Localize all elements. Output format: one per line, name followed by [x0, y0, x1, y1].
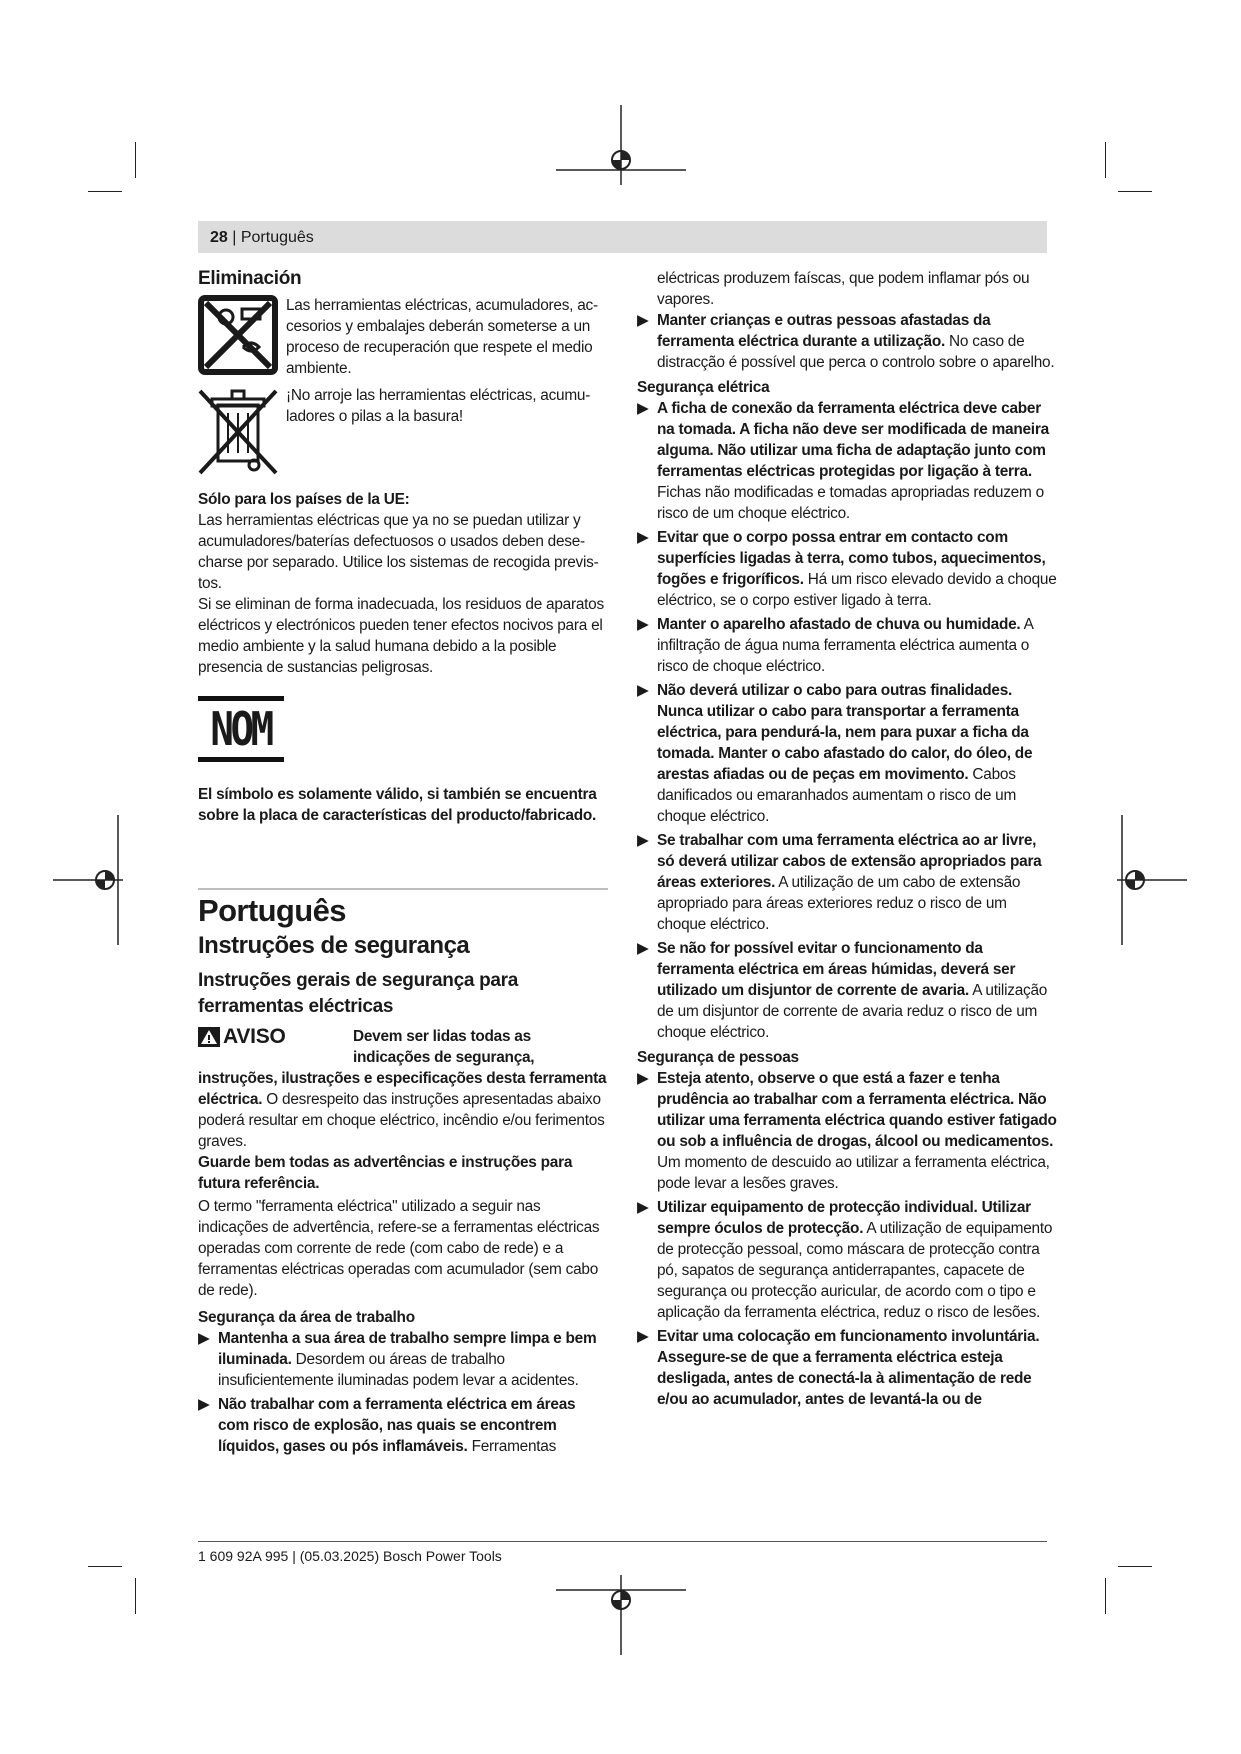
- no-disposal-tools-icon: [198, 295, 278, 375]
- warning-triangle-icon: [198, 1027, 220, 1047]
- bullet-arrow-icon: ▶: [637, 1070, 649, 1087]
- crop-mark: [1118, 1566, 1152, 1567]
- header-band: [198, 221, 1047, 253]
- list-item: ▶ Evitar que o corpo possa entrar em contacto com superfícies ligadas à terra, como tubos, aquecimentos, fogões e frigoríficos. Há um risco elevado devido a choque eléctrico, se o corpo estiver ligado à terra.: [637, 529, 1057, 609]
- registration-mark-icon: [556, 1570, 686, 1660]
- safety-title: Instruções de segurança: [198, 932, 470, 959]
- list-item: ▶ Mantenha a sua área de trabalho sempre limpa e bem iluminada. Desordem ou áreas de trabalho insuficientemente iluminadas podem levar a acidentes.: [198, 1330, 597, 1389]
- bullet-arrow-icon: ▶: [637, 1199, 649, 1216]
- eu-title: Sólo para los países de la UE:: [198, 491, 410, 508]
- list-item: ▶ A ficha de conexão da ferramenta eléctrica deve caber na tomada. A ficha não deve ser modificada de maneira alguma. Não utilizar uma ficha de adaptação junto com ferramentas eléctricas protegidas por ligação à terra. Fichas não modificadas e tomadas apropriadas reduzem o risco de um choque eléctrico.: [637, 400, 1049, 522]
- elimination-text-2: ¡No arroje las herramientas eléctricas, acumuladores o pilas a la basura!: [286, 387, 591, 425]
- bullet-arrow-icon: ▶: [637, 682, 649, 699]
- page-footer: 1 609 92A 995 | (05.03.2025) Bosch Power Tools: [198, 1548, 502, 1564]
- list-item: ▶ Manter o aparelho afastado de chuva ou humidade. A infiltração de água numa ferramenta eléctrica aumenta o risco de choque eléctrico.: [637, 616, 1033, 675]
- crop-mark: [135, 1578, 136, 1614]
- crop-mark: [1105, 142, 1106, 178]
- bullet-arrow-icon: ▶: [637, 1328, 649, 1345]
- list-item: ▶ Evitar uma colocação em funcionamento involuntária. Assegure-se de que a ferramenta eléctrica esteja desligada, antes de conectá-la à alimentação de rede e/ou ao acumulador, antes de levantá-la ou de: [637, 1328, 1040, 1408]
- bullet-arrow-icon: ▶: [198, 1330, 210, 1347]
- crop-mark: [1105, 1578, 1106, 1614]
- page-number: 28: [210, 229, 228, 246]
- left-column: [198, 268, 608, 1460]
- warning-block: [198, 1026, 608, 1152]
- crop-mark: [1118, 191, 1152, 192]
- continued-text: eléctricas produzem faíscas, que podem inflamar pós ou vapores.: [657, 270, 1030, 308]
- general-safety-title: Instruções gerais de segurança para ferramentas eléctricas: [198, 970, 519, 1017]
- warning-text: Devem ser lidas todas as indicações de segurança, instruções, ilustrações e especificações desta ferramenta eléctrica. O desrespeito das instruções apresentadas abaixo poderá resultar em choque eléctrico, incêndio e/ou ferimentos graves.: [198, 1028, 607, 1150]
- bullet-arrow-icon: ▶: [637, 832, 649, 849]
- crop-mark: [135, 142, 136, 178]
- crossed-bin-icon: [198, 385, 278, 477]
- bullet-arrow-icon: ▶: [637, 940, 649, 957]
- section-divider: [198, 888, 608, 890]
- crop-mark: [88, 191, 122, 192]
- page-header: 28 | Português: [210, 229, 314, 246]
- footer-divider: [198, 1541, 1047, 1542]
- bullet-arrow-icon: ▶: [637, 312, 649, 329]
- bin-row: [198, 385, 608, 485]
- registration-mark-icon: [48, 815, 128, 945]
- elimination-text-1: Las herramientas eléctricas, acumuladores, accesorios y embalajes deberán someterse a un proceso de recuperación que respete el medio ambiente.: [286, 297, 599, 377]
- bullet-arrow-icon: ▶: [198, 1396, 210, 1413]
- eu-text-1: Las herramientas eléctricas que ya no se puedan utilizar y acumuladores/baterías defectuosos o usados deben desecharse por separado. Utilice los sistemas de recogida previstos.: [198, 512, 599, 592]
- list-item: ▶ Esteja atento, observe o que está a fazer e tenha prudência ao trabalhar com a ferramenta eléctrica. Não utilizar uma ferramenta eléctrica quando estiver fatigado ou sob a influência de drogas, álcool ou medicamentos. Um momento de descuido ao utilizar a ferramenta eléctrica, pode levar a lesões graves.: [637, 1070, 1057, 1192]
- eu-text-2: Si se eliminan de forma inadecuada, los residuos de aparatos eléctricos y electrónicos pueden tener efectos nocivos para el medio ambiente y la salud humana debido a la posible presencia de sustancias peligrosas.: [198, 596, 604, 676]
- term-definition: O termo "ferramenta eléctrica" utilizado a seguir nas indicações de advertência, refere-se a ferramentas eléctricas operadas com corrente de rede (com cabo de rede) e a ferramentas eléctricas operadas com acumulador (sem cabo de rede).: [198, 1198, 600, 1299]
- electrical-safety-title: Segurança elétrica: [637, 379, 770, 396]
- crop-mark: [88, 1566, 122, 1567]
- header-language: Português: [240, 229, 314, 246]
- list-item: ▶ Não deverá utilizar o cabo para outras finalidades. Nunca utilizar o cabo para transportar a ferramenta eléctrica, para pendurá-la, nem para puxar a ficha da tomada. Manter o cabo afastado do calor, do óleo, de arestas afiadas ou de peças em movimento. Cabos danificados ou emaranhados aumentam o risco de um choque eléctrico.: [637, 682, 1033, 825]
- list-item: ▶ Não trabalhar com a ferramenta eléctrica em áreas com risco de explosão, nas quais se encontrem líquidos, gases ou pós inflamáveis. Ferramentas: [198, 1396, 576, 1455]
- list-item: ▶ Se trabalhar com uma ferramenta eléctrica ao ar livre, só deverá utilizar cabos de extensão apropriados para áreas exteriores. A utilização de um cabo de extensão apropriado para áreas exteriores reduz o risco de um choque eléctrico.: [637, 832, 1042, 933]
- nom-note: El símbolo es solamente válido, si también se encuentra sobre la placa de características del producto/fabricado.: [198, 786, 597, 824]
- bullet-arrow-icon: ▶: [637, 400, 649, 417]
- list-item: ▶ Utilizar equipamento de protecção individual. Utilizar sempre óculos de protecção. A utilização de equipamento de protecção pessoal, como máscara de protecção contra pó, sapatos de segurança antiderrapantes, capacete de segurança ou protecção auricular, de acordo com o tipo e aplicação da ferramenta eléctrica, reduz o risco de lesões.: [637, 1199, 1053, 1321]
- work-area-title: Segurança da área de trabalho: [198, 1309, 415, 1326]
- bullet-arrow-icon: ▶: [637, 529, 649, 546]
- language-title: Português: [198, 893, 346, 928]
- right-column: [637, 268, 1057, 1413]
- recycle-row: [198, 295, 608, 381]
- elimination-title: Eliminación: [198, 268, 302, 289]
- warning-label: AVISO: [198, 1026, 286, 1047]
- bullet-arrow-icon: ▶: [637, 616, 649, 633]
- list-item: ▶ Se não for possível evitar o funcionamento da ferramenta eléctrica em áreas húmidas, deverá ser utilizado um disjuntor de corrente de avaria. A utilização de um disjuntor de corrente de avaria reduz o risco de um choque eléctrico.: [637, 940, 1048, 1041]
- registration-mark-icon: [556, 100, 686, 190]
- keep-instructions: Guarde bem todas as advertências e instruções para futura referência.: [198, 1154, 573, 1192]
- personal-safety-title: Segurança de pessoas: [637, 1049, 799, 1066]
- nom-logo: NOM: [198, 696, 284, 762]
- registration-mark-icon: [1112, 815, 1192, 945]
- list-item: ▶ Manter crianças e outras pessoas afastadas da ferramenta eléctrica durante a utilização. No caso de distracção é possível que perca o controlo sobre o aparelho.: [637, 312, 1055, 371]
